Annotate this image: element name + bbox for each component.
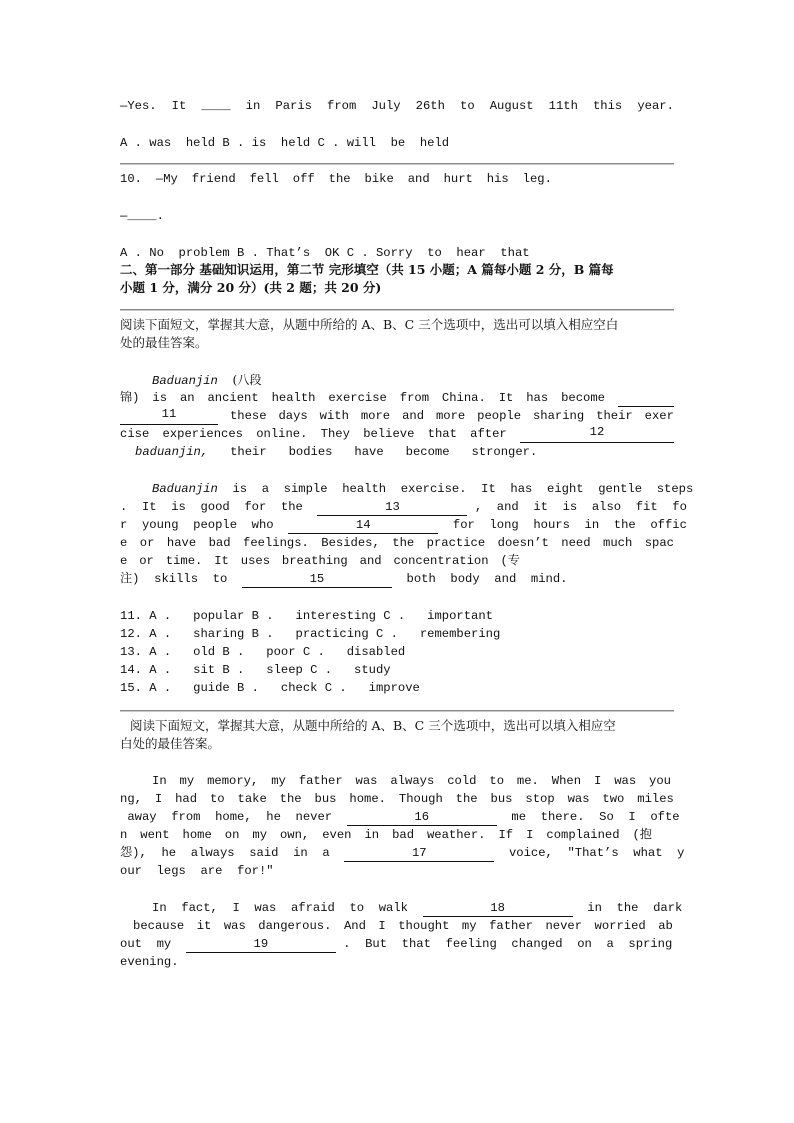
passage-a-p2-line5 — [120, 552, 520, 570]
word: —Yes. — [120, 99, 157, 113]
word: home — [182, 828, 212, 842]
option-row-12: 12. A . sharing B . practicing C . remembering — [120, 627, 501, 641]
word: or — [139, 554, 154, 568]
word: become — [383, 445, 450, 459]
word: his — [486, 172, 509, 186]
word: bodies — [266, 445, 333, 459]
word: Paris — [275, 99, 312, 113]
word: practice — [426, 536, 486, 550]
word: the — [455, 792, 478, 806]
blank-11-start[interactable] — [618, 389, 674, 407]
word: cise — [120, 427, 150, 441]
word: was — [567, 792, 590, 806]
word: in — [245, 99, 261, 113]
word: 锦) — [120, 391, 140, 405]
word: it — [196, 919, 212, 933]
word: is — [217, 482, 248, 496]
word: you — [649, 774, 671, 788]
word: ab — [658, 919, 673, 933]
word: was — [355, 774, 378, 788]
word: had — [175, 792, 198, 806]
word: to — [489, 774, 505, 788]
word: with — [319, 409, 349, 423]
word: time. — [165, 554, 203, 568]
word: e — [120, 554, 128, 568]
word: to — [460, 99, 475, 113]
passage-a-p1-title: Baduanjin (八段 — [152, 373, 262, 388]
word: (抱 — [632, 828, 652, 842]
word: dangerous. — [258, 919, 332, 933]
word: from — [399, 391, 430, 405]
word: their — [208, 445, 267, 459]
passage-b-p2-line4: evening. — [120, 955, 179, 969]
word: 11th — [548, 99, 578, 113]
word: worried — [594, 919, 646, 933]
passage-a-instruction-line2: 处的最佳答案。 — [120, 335, 208, 350]
blank-12[interactable]: 12 — [520, 425, 674, 443]
passage-b-p1-line2 — [120, 790, 674, 808]
word: doesn’t — [497, 536, 549, 550]
word: I — [526, 828, 534, 842]
word: from — [327, 99, 357, 113]
word: or — [139, 536, 155, 550]
word: —My — [155, 172, 178, 186]
word: When — [551, 774, 582, 788]
word: spac — [644, 536, 674, 550]
word: eight — [532, 482, 584, 496]
word: home. — [349, 792, 386, 806]
word: It — [466, 482, 496, 496]
word: stop — [525, 792, 555, 806]
word: more — [435, 409, 466, 423]
q9-options: A . was held B . is held C . will be held — [120, 136, 450, 150]
q10-options: A . No problem B . That’s OK C . Sorry to hear that — [120, 246, 530, 260]
word: cold — [447, 774, 477, 788]
word: bus — [490, 792, 513, 806]
q10-stem — [120, 170, 552, 188]
q10-reply: —____. — [120, 209, 164, 223]
word: more — [360, 409, 391, 423]
word: I — [593, 774, 602, 788]
option-row-14: 14. A . sit B . sleep C . study — [120, 663, 391, 677]
passage-b-p1-line1 — [152, 772, 671, 790]
divider — [120, 309, 674, 311]
word: because — [133, 919, 185, 933]
word: online. — [256, 427, 308, 441]
word: has — [495, 482, 533, 496]
passage-a-p2-line4 — [120, 534, 674, 552]
word: gentle — [583, 482, 643, 496]
word: health — [327, 482, 387, 496]
word: ____ — [201, 99, 231, 113]
word: and — [359, 554, 382, 568]
word: experiences — [162, 427, 243, 441]
word: people — [477, 409, 522, 423]
word: stronger. — [449, 445, 538, 459]
word: was — [223, 919, 246, 933]
word: China. — [441, 391, 486, 405]
word: become — [561, 391, 605, 405]
word: exercise. — [386, 482, 467, 496]
word: exer — [644, 409, 674, 423]
word: In — [152, 774, 167, 788]
word: to — [209, 792, 225, 806]
word: It — [498, 391, 514, 405]
word: year. — [637, 99, 674, 113]
word: have — [166, 536, 197, 550]
word: always — [390, 774, 435, 788]
word: 26th — [415, 99, 445, 113]
word: father — [298, 774, 343, 788]
word: e — [120, 536, 128, 550]
passage-a-p2-line6: 注) skills to 15 both body and mind. — [120, 572, 568, 586]
word: the — [279, 792, 302, 806]
passage-b-p1-line3: away from home, he never 16 me there. So I ofte — [120, 810, 680, 824]
passage-b-p2-line1: In fact, I was afraid to walk 18 in the dark — [152, 901, 683, 915]
word: the — [392, 536, 415, 550]
word: believe — [363, 427, 415, 441]
passage-a-p2-line2: . It is good for the 13 , and it is also fit fo — [120, 500, 687, 514]
option-row-13: 13. A . old B . poor C . disabled — [120, 645, 406, 659]
passage-b-p1-line4 — [120, 826, 652, 844]
word: memory, — [207, 774, 259, 788]
passage-b-instruction-line2: 白处的最佳答案。 — [120, 736, 221, 751]
word: concentration — [393, 554, 489, 568]
word: It — [171, 99, 187, 113]
word: bike — [364, 172, 394, 186]
word: ancient — [207, 391, 259, 405]
word: exercise — [328, 391, 387, 405]
word: bad — [392, 828, 415, 842]
word: own, — [279, 828, 310, 842]
word: these — [229, 409, 267, 423]
section-title-line2: 小题 1 分，满分 20 分）(共 2 题；共 20 分) — [120, 280, 382, 295]
blank-17[interactable]: 17 — [344, 846, 494, 862]
passage-a-instruction-line1: 阅读下面短文，掌握其大意，从题中所给的 A、B、C 三个选项中，选出可以填入相应空白 — [120, 317, 619, 332]
word: Besides, — [321, 536, 380, 550]
word: n — [120, 828, 128, 842]
word: Though — [398, 792, 443, 806]
word: leg. — [522, 172, 552, 186]
word: need — [561, 536, 591, 550]
word: health — [271, 391, 316, 405]
word: weather. — [426, 828, 486, 842]
passage-b-p2-line3: out my 19 . But that feeling changed on a spring — [120, 937, 673, 951]
passage-b-p1-line6: our legs are for!" — [120, 864, 274, 878]
passage-a-p2-line1: Baduanjin is a simple health exercise. It has eight gentle steps — [152, 482, 694, 496]
word: an — [179, 391, 195, 405]
word: two — [602, 792, 625, 806]
word: It — [214, 554, 229, 568]
word: have — [332, 445, 384, 459]
word: my — [461, 919, 477, 933]
word: is — [152, 391, 168, 405]
divider — [120, 163, 674, 165]
word: hurt — [443, 172, 473, 186]
passage-a-p1-line2 — [120, 407, 674, 425]
blank-13[interactable]: 13 — [317, 500, 467, 516]
passage-a-p1-line4: baduanjin, their bodies have become stronger. — [135, 445, 538, 459]
word: ng, — [120, 792, 142, 806]
blank-19[interactable]: 19 — [186, 937, 336, 953]
q9-stem — [120, 97, 674, 115]
word: breathing — [281, 554, 348, 568]
option-row-15: 15. A . guide B . check C . improve — [120, 681, 420, 695]
word: I — [378, 919, 386, 933]
blank-15[interactable]: 15 — [242, 572, 392, 588]
word: 10. — [120, 172, 142, 186]
word: days — [278, 409, 308, 423]
passage-a-p2-line3: r young people who 14 for long hours in the offic — [120, 518, 687, 532]
word: complained — [546, 828, 620, 842]
word: July — [371, 99, 401, 113]
word: I — [154, 792, 163, 806]
word: never — [545, 919, 583, 933]
passage-b-p1-line5: 怨), he always said in a 17 voice, "That’s what y — [120, 846, 685, 860]
word: steps — [642, 482, 694, 496]
word: miles — [637, 792, 674, 806]
word: my — [271, 774, 286, 788]
word: bus — [314, 792, 337, 806]
blank-16[interactable]: 16 — [347, 810, 497, 826]
word: has — [526, 391, 549, 405]
word: the — [328, 172, 351, 186]
passage-b-instruction-line1: 阅读下面短文，掌握其大意，从题中所给的 A、B、C 三个选项中，选出可以填入相应空 — [130, 718, 616, 733]
word: And — [343, 919, 366, 933]
word: August — [489, 99, 534, 113]
word: went — [140, 828, 170, 842]
word: If — [498, 828, 514, 842]
passage-a-p1-line3 — [120, 425, 674, 443]
word: sharing — [532, 409, 585, 423]
word: uses — [240, 554, 271, 568]
word: fell — [249, 172, 279, 186]
word: take — [237, 792, 267, 806]
word: and — [402, 409, 425, 423]
word: a — [247, 482, 270, 496]
passage-b-p2-line2 — [133, 917, 673, 935]
word: feelings. — [243, 536, 309, 550]
word: much — [603, 536, 633, 550]
word: thought — [398, 919, 450, 933]
word: that — [427, 427, 457, 441]
word: my — [179, 774, 195, 788]
passage-a-p1-line1 — [120, 389, 674, 407]
word: my — [252, 828, 268, 842]
divider — [120, 710, 674, 712]
word: their — [596, 409, 633, 423]
word: me. — [516, 774, 539, 788]
blank-11[interactable]: 11 — [120, 407, 218, 425]
word: was — [614, 774, 637, 788]
word: after — [470, 427, 507, 441]
word: on — [224, 828, 240, 842]
word: and — [407, 172, 430, 186]
word: They — [320, 427, 350, 441]
word: in — [364, 828, 380, 842]
word: father — [489, 919, 533, 933]
blank-18[interactable]: 18 — [423, 901, 573, 917]
blank-14[interactable]: 14 — [288, 518, 438, 534]
section-title-line1: 二、第一部分 基础知识运用，第二节 完形填空（共 15 小题；A 篇每小题 2 分，B 篇每 — [120, 262, 614, 277]
option-row-11: 11. A . popular B . interesting C . important — [120, 609, 493, 623]
word: simple — [269, 482, 328, 496]
word: off — [292, 172, 315, 186]
word: friend — [191, 172, 236, 186]
word: this — [592, 99, 623, 113]
word: (专 — [500, 554, 520, 568]
word: bad — [208, 536, 231, 550]
word: even — [322, 828, 352, 842]
